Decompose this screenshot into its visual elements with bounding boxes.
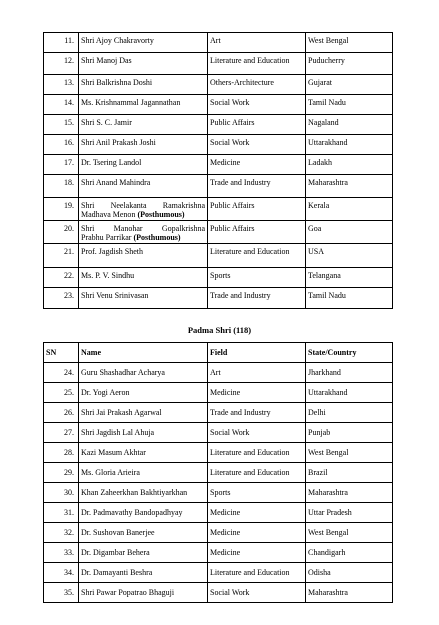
field-cell: Literature and Education [208,463,306,483]
state-cell: Maharashtra [306,483,393,503]
state-cell: Uttarakhand [306,383,393,403]
field-cell: Social Work [208,135,306,155]
table-row [44,543,393,563]
table-row [44,175,393,198]
sn-cell: 15. [44,115,79,135]
state-cell: Uttar Pradesh [306,503,393,523]
state-cell: Tamil Nadu [306,95,393,115]
field-cell: Public Affairs [208,221,306,244]
sn-header: SN [44,343,79,363]
table-row [44,33,393,53]
field-cell: Medicine [208,155,306,175]
sn-cell: 32. [44,523,79,543]
sn-cell: 35. [44,583,79,603]
state-cell: Puducherry [306,53,393,75]
table-row [44,383,393,403]
name-cell: Shri Manoj Das [79,53,208,75]
table-row [44,155,393,175]
state-cell: Punjab [306,423,393,443]
sn-cell: 34. [44,563,79,583]
name-cell: Shri Jai Prakash Agarwal [79,403,208,423]
state-cell: Goa [306,221,393,244]
sn-cell: 18. [44,175,79,198]
name-cell: Ms. P. V. Sindhu [79,268,208,288]
field-cell: Medicine [208,523,306,543]
name-cell: Dr. Tsering Landol [79,155,208,175]
field-cell: Literature and Education [208,443,306,463]
table-row [44,75,393,95]
sn-cell: 24. [44,363,79,383]
state-cell: Telangana [306,268,393,288]
state-cell: Ladakh [306,155,393,175]
sn-cell: 29. [44,463,79,483]
field-cell: Literature and Education [208,53,306,75]
name-cell: Shri Anil Prakash Joshi [79,135,208,155]
state-header: State/Country [306,343,393,363]
field-cell: Sports [208,483,306,503]
name-cell: Shri Balkrishna Doshi [79,75,208,95]
sn-cell: 28. [44,443,79,463]
name-cell: Dr. Digambar Behera [79,543,208,563]
table-row [44,288,393,309]
name-cell: Ms. Krishnammal Jagannathan [79,95,208,115]
table-row [44,523,393,543]
header-row [44,343,393,363]
table-row [44,95,393,115]
name-cell: Ms. Gloria Arieira [79,463,208,483]
state-cell: Odisha [306,563,393,583]
state-cell: Maharashtra [306,583,393,603]
sn-cell: 11. [44,33,79,53]
posthumous-label: (Posthumous) [133,233,181,242]
sn-cell: 30. [44,483,79,503]
name-cell [79,221,208,244]
table-row [44,53,393,75]
name-cell [79,198,208,221]
field-cell: Trade and Industry [208,403,306,423]
field-cell: Literature and Education [208,563,306,583]
table-row [44,463,393,483]
sn-cell: 16. [44,135,79,155]
name-cell: Dr. Sushovan Banerjee [79,523,208,543]
state-cell: Tamil Nadu [306,288,393,309]
field-cell: Medicine [208,543,306,563]
table-row [44,268,393,288]
sn-cell: 20. [44,221,79,244]
sn-cell: 27. [44,423,79,443]
table-row [44,583,393,603]
table-row [44,135,393,155]
table-row [44,115,393,135]
name-cell: Dr. Padmavathy Bandopadhyay [79,503,208,523]
field-cell: Social Work [208,583,306,603]
field-cell: Literature and Education [208,244,306,268]
table-row [44,403,393,423]
state-cell: West Bengal [306,443,393,463]
state-cell: Delhi [306,403,393,423]
state-cell: West Bengal [306,523,393,543]
field-cell: Social Work [208,95,306,115]
field-cell: Medicine [208,383,306,403]
field-cell: Sports [208,268,306,288]
name-cell: Guru Shashadhar Acharya [79,363,208,383]
name-cell: Khan Zaheerkhan Bakhtiyarkhan [79,483,208,503]
state-cell: Nagaland [306,115,393,135]
name-cell: Dr. Yogi Aeron [79,383,208,403]
field-cell: Trade and Industry [208,288,306,309]
sn-cell: 12. [44,53,79,75]
state-cell: Maharashtra [306,175,393,198]
state-cell: Uttarakhand [306,135,393,155]
field-cell: Social Work [208,423,306,443]
field-cell: Medicine [208,503,306,523]
name-cell: Shri S. C. Jamir [79,115,208,135]
field-cell: Public Affairs [208,198,306,221]
sn-cell: 21. [44,244,79,268]
name-cell: Shri Anand Mahindra [79,175,208,198]
table-row [44,363,393,383]
sn-cell: 14. [44,95,79,115]
table-row [44,443,393,463]
name-cell: Kazi Masum Akhtar [79,443,208,463]
name-cell: Shri Jagdish Lal Ahuja [79,423,208,443]
name-cell: Shri Ajoy Chakravorty [79,33,208,53]
state-cell: USA [306,244,393,268]
sn-cell: 23. [44,288,79,309]
awards-table-continued [43,32,393,309]
table-row [44,423,393,443]
name-cell: Shri Pawar Popatrao Bhaguji [79,583,208,603]
sn-cell: 19. [44,198,79,221]
name-cell: Dr. Damayanti Beshra [79,563,208,583]
state-cell: Kerala [306,198,393,221]
state-cell: Gujarat [306,75,393,95]
state-cell: Jharkhand [306,363,393,383]
sn-cell: 33. [44,543,79,563]
name-line: Shri Manohar Gopalkrishna [81,224,205,233]
sn-cell: 17. [44,155,79,175]
sn-cell: 31. [44,503,79,523]
table-row [44,483,393,503]
table-row [44,198,393,221]
sn-cell: 26. [44,403,79,423]
name-line: Madhava Menon [81,210,136,219]
field-cell: Trade and Industry [208,175,306,198]
field-cell: Art [208,363,306,383]
sn-cell: 13. [44,75,79,95]
state-cell: Brazil [306,463,393,483]
sn-cell: 22. [44,268,79,288]
state-cell: Chandigarh [306,543,393,563]
field-header: Field [208,343,306,363]
table-row [44,244,393,268]
field-cell: Art [208,33,306,53]
name-header: Name [79,343,208,363]
table-row [44,221,393,244]
table-row [44,503,393,523]
name-cell: Shri Venu Srinivasan [79,288,208,309]
field-cell: Public Affairs [208,115,306,135]
name-line: Shri Neelakanta Ramakrishna [81,201,205,210]
padma-shri-table [43,342,393,603]
table-row [44,563,393,583]
posthumous-label: (Posthumous) [137,210,185,219]
section-title: Padma Shri (118) [187,325,252,335]
name-line: Prabhu Parrikar [81,233,132,242]
state-cell: West Bengal [306,33,393,53]
sn-cell: 25. [44,383,79,403]
field-cell: Others-Architecture [208,75,306,95]
name-cell: Prof. Jagdish Sheth [79,244,208,268]
